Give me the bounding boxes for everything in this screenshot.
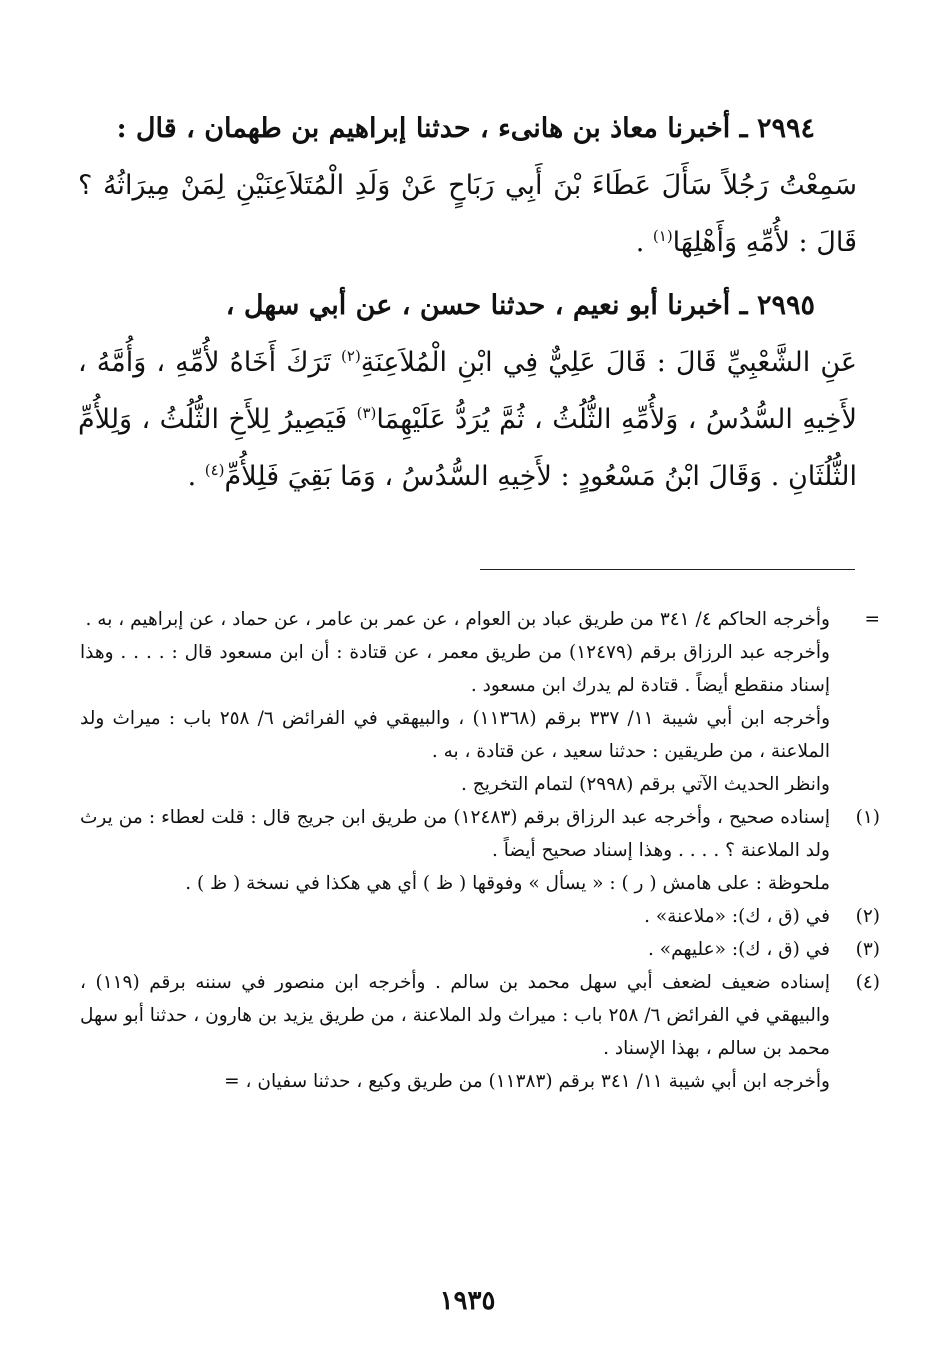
hadith-matn: سَمِعْتُ رَجُلاً سَأَلَ عَطَاءَ بْنَ أَبِي رَبَاحٍ عَنْ وَلَدِ الْمُتَلاَعِنَيْنِ لِمَنْ مِيرَاثُهُ ؟ قَالَ : لأُمِّهِ وَأَهْلِهَا$^{(١)}$ . <box>78 170 857 258</box>
page-number: ١٩٣٥ <box>439 1286 496 1316</box>
footnote-1 <box>80 801 880 900</box>
hadith-chain-line <box>78 277 815 334</box>
hadith-chain-opening: أخبرنا أبو نعيم ، حدثنا حسن ، عن أبي سهل ، <box>225 290 731 321</box>
hadith-number: ٢٩٩٤ ـ أخبرنا معاذ بن هانىء ، حدثنا إبراهيم بن طهمان ، قال : <box>116 113 815 144</box>
footnote-paragraph: وأخرجه ابن أبي شيبة ١١/ ٣٤١ برقم (١١٣٨٣) من طريق وكيع ، حدثنا سفيان ، = <box>224 1071 830 1092</box>
footnote-marker: (٤) <box>855 972 880 993</box>
hadith-number: ٢٩٩٥ ـ أخبرنا أبو نعيم ، حدثنا حسن ، عن أبي سهل ، <box>225 290 815 321</box>
hadith-matn: عَنِ الشَّعْبِيِّ قَالَ : قَالَ عَلِيٌّ فِي ابْنِ الْمُلاَعِنَةِ$^{(٢)}$ تَرَكَ أَخَاهُ لأُمِّهِ ، وَأُمَّهُ ، لأَخِيهِ السُّدُسُ ، وَلأُمِّهِ الثُّلُثُ ، ثُمَّ يُرَدُّ عَلَيْهِمَا$^{(٣)}$ فَيَصِيرُ لِلأَخِ الثُّلُثُ ، وَلِلأُمِّ الثُّلُثَانِ . وَقَالَ ابْنُ مَسْعُودٍ : لأَخِيهِ السُّدُسُ ، وَمَا بَقِيَ فَلِلأُمِّ$^{(٤)}$ . <box>78 347 857 492</box>
footnote-paragraph: وأخرجه عبد الرزاق برقم (١٢٤٧٩) من طريق معمر ، عن قتادة : أن ابن مسعود قال : . . . . وهذا إسناد منقطع أيضاً . قتادة لم يدرك ابن مسعود . <box>80 642 830 696</box>
footnote-4 <box>80 966 880 1098</box>
footnotes-section <box>80 603 880 1098</box>
footnote-ref-3: (٣) <box>356 404 377 422</box>
hadith-chain-line <box>78 100 815 157</box>
footnote-ref-2: (٢) <box>341 347 361 365</box>
footnote-paragraph: ملحوظة : على هامش ( ر ) : « يسأل » وفوقها ( ظ ) أي هي هكذا في نسخة ( ظ ) . <box>185 873 830 894</box>
footnote-marker: (١) <box>855 807 880 828</box>
footnote-3 <box>80 933 880 966</box>
footnote-paragraph: وانظر الحديث الآتي برقم (٢٩٩٨) لتمام التخريج . <box>461 774 830 795</box>
footnote-paragraph: إسناده ضعيف لضعف أبي سهل محمد بن سالم . وأخرجه ابن منصور في سننه برقم (١١٩) ، والبيهقي في الفرائض ٦/ ٢٥٨ باب : ميراث ولد الملاعنة ، من طريق يزيد بن هارون ، حدثنا أبو سهل محمد بن سالم ، بهذا الإسناد . <box>80 972 830 1059</box>
footnote-paragraph: في (ق ، ك): «عليهم» . <box>647 939 830 960</box>
hadith-2994 <box>78 100 857 271</box>
hadith-2995 <box>78 277 857 505</box>
footnote-ref-1: (١) <box>652 227 673 245</box>
footnote-continuation <box>80 603 880 801</box>
continuation-mark: = <box>864 609 880 630</box>
footnote-marker: (٢) <box>855 906 880 927</box>
footnote-separator <box>480 569 855 570</box>
footnote-paragraph: وأخرجه ابن أبي شيبة ١١/ ٣٣٧ برقم (١١٣٦٨) ، والبيهقي في الفرائض ٦/ ٢٥٨ باب : ميراث ولد الملاعنة ، من طريقين : حدثنا سعيد ، عن قتادة ، به . <box>80 708 831 762</box>
footnote-2 <box>80 900 880 933</box>
footnote-paragraph: وأخرجه الحاكم ٤/ ٣٤١ من طريق عباد بن العوام ، عن عمر بن عامر ، عن حماد ، عن إبراهيم ، به . <box>85 609 830 630</box>
hadith-chain-opening: أخبرنا معاذ بن هانىء ، حدثنا إبراهيم بن طهمان ، قال : <box>116 113 731 144</box>
footnote-paragraph: إسناده صحيح ، وأخرجه عبد الرزاق برقم (١٢٤٨٣) من طريق ابن جريج قال : قلت لعطاء : من يرث ولد الملاعنة ؟ . . . . وهذا إسناد صحيح أيضاً . <box>80 807 830 861</box>
footnote-ref-4: (٤) <box>204 461 225 479</box>
footnote-paragraph: في (ق ، ك): «ملاعنة» . <box>644 906 830 927</box>
footnote-marker: (٣) <box>855 939 880 960</box>
main-text <box>78 100 857 505</box>
